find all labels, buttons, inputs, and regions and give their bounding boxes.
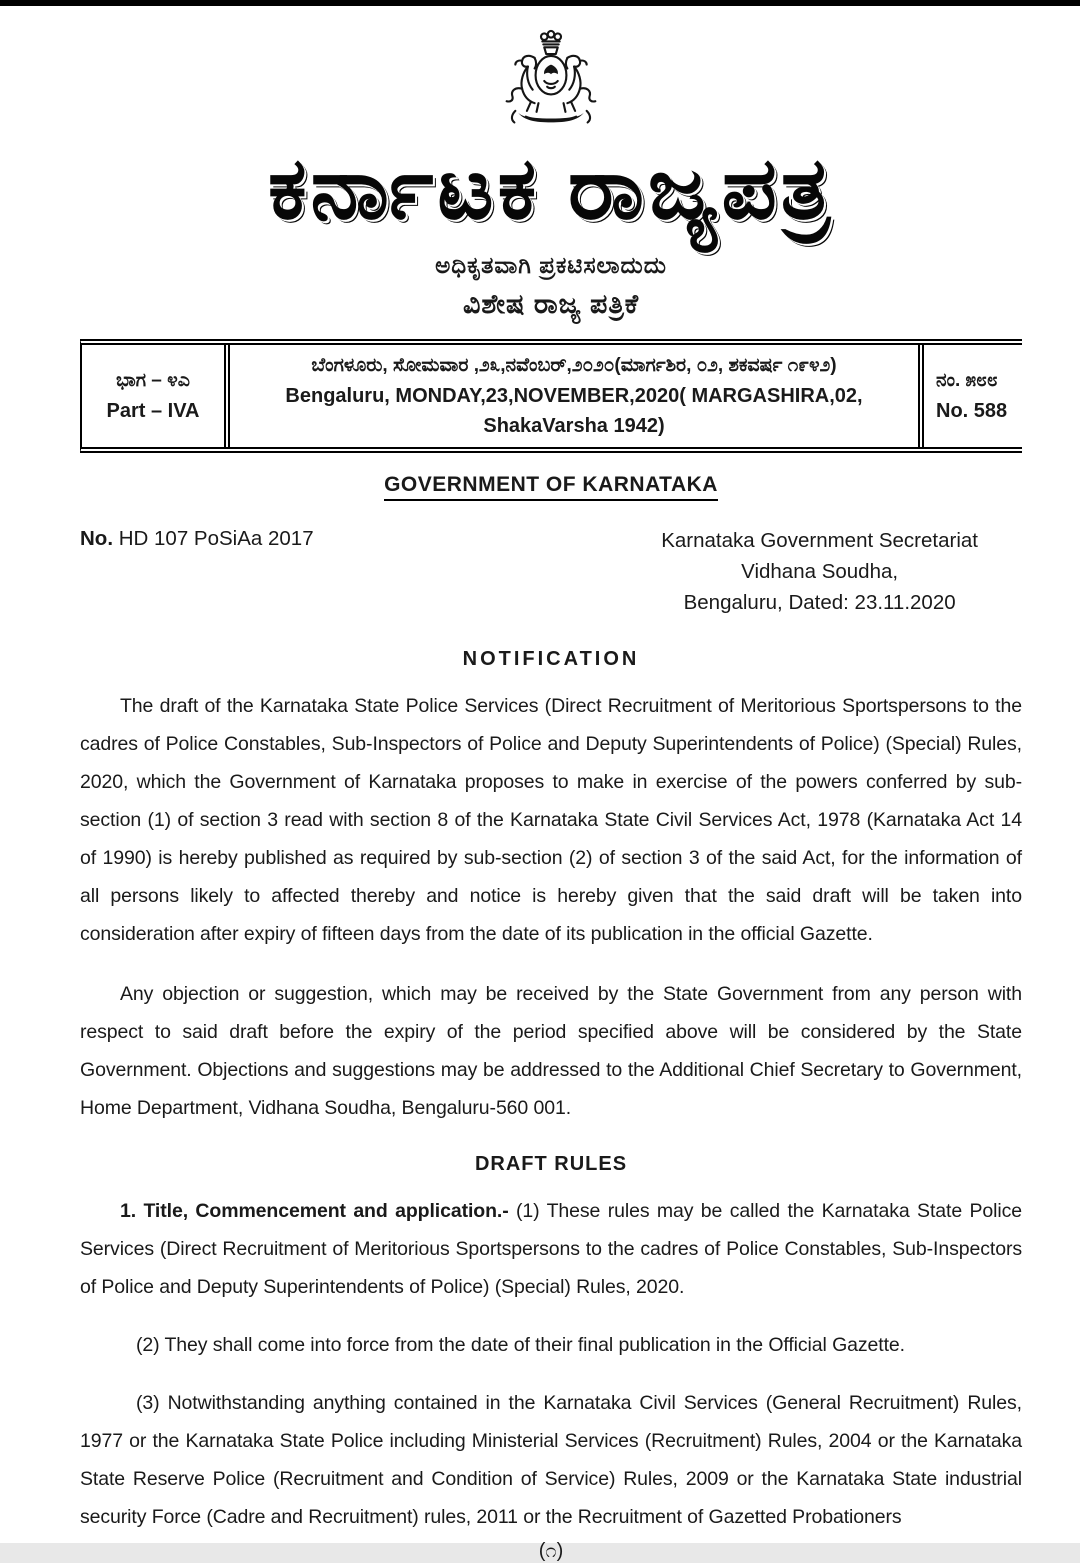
secretariat-address [661, 525, 978, 618]
dateline-kannada: ಬೆಂಗಳೂರು, ಸೋಮವಾರ ,೨೩,ನವೆಂಬರ್,೨೦೨೦(ಮಾರ್ಗಶಿರ, ೦೨, ಶಕವರ್ಷ ೧೯೪೨) [311, 355, 837, 377]
state-emblem-icon [483, 28, 619, 134]
part-cell [82, 345, 230, 447]
scan-edge-bar [0, 0, 1080, 6]
rule-1-text: (1) These rules may be called the Karnataka State Police Services (Direct Recruitment of Meritorious Sportspersons to the cadres of Police Constables, Sub-Inspectors of Police and Deputy Superintendents of Police) (Special) Rules, 2020. [80, 1200, 1022, 1299]
rule-1-paragraph [80, 1192, 1022, 1306]
draft-rules-heading: DRAFT RULES [474, 1153, 628, 1176]
issue-number-english: No. 588 [936, 400, 1008, 423]
part-label-kannada: ಭಾಗ – ೪ಎ [116, 370, 190, 392]
rule-1-subrule-2: (2) They shall come into force from the date of their final publication in the Official Gazette. [136, 1334, 905, 1357]
issue-number-kannada: ನಂ. ೫೮೮ [936, 370, 998, 392]
secretariat-line2: Vidhana Soudha, [741, 560, 899, 584]
reference-no-label: No. [80, 527, 114, 551]
secretariat-line1: Karnataka Government Secretariat [661, 529, 978, 553]
notification-paragraph-1: The draft of the Karnataka State Police Services (Direct Recruitment of Meritorious Sportspersons to the cadres of Police Constables, Sub-Inspectors of Police and Deputy Superintendents of Police) (Special) Rules, 2020, which the Government of Karnataka proposes to make in exercise of the powers conferred by sub-section (1) of section 3 read with section 8 of the Karnataka State Civil Services Act, 1978 (Karnataka Act 14 of 1990) is hereby published as required by sub-section (2) of section 3 of the said Act, for the information of all persons likely to affected thereby and notice is hereby given that the said draft will be taken into consideration after expiry of fifteen days from the date of its publication in the official Gazette. [80, 695, 1022, 946]
gazette-subtitle-special: ವಿಶೇಷ ರಾಜ್ಯ ಪತ್ರಿಕೆ [462, 289, 640, 320]
rule-1-subrule-3: (3) Notwithstanding anything contained in the Karnataka Civil Services (General Recruitment) Rules, 1977 or the Karnataka State Police including Ministerial Services (Recruitment) Rules, 2004 or the Karnataka State Reserve Police (Recruitment and Condition of Service) Rules, 2009 or the Karnataka State industrial security Force (Cadre and Recruitment) rules, 2011 or the Recruitment of Gazetted Probationers [80, 1392, 1022, 1529]
government-heading: GOVERNMENT OF KARNATAKA [384, 473, 718, 501]
reference-no-value: HD 107 PoSiAa 2017 [113, 527, 314, 551]
part-label-english: Part – IVA [106, 400, 200, 423]
issue-number-cell [918, 345, 1022, 447]
secretariat-line3: Bengaluru, Dated: 23.11.2020 [683, 591, 956, 615]
page-number: (೧) [538, 1540, 564, 1563]
reference-number [80, 525, 314, 618]
gazette-subtitle-official: ಅಧಿಕೃತವಾಗಿ ಪ್ರಕಟಿಸಲಾದುದು [435, 252, 667, 279]
dateline-cell [230, 345, 918, 447]
emblem-container [80, 28, 1022, 139]
gazette-title-kannada: ಕರ್ನಾಟಕ ರಾಜ್ಯಪತ್ರ [267, 141, 834, 237]
rule-1-lead: 1. Title, Commencement and application.- [120, 1200, 509, 1223]
issue-info-band [80, 339, 1022, 453]
reference-row [80, 525, 1022, 618]
government-heading-row [80, 473, 1022, 501]
notification-heading: NOTIFICATION [462, 648, 640, 671]
notification-paragraph-2: Any objection or suggestion, which may be received by the State Government from any person with respect to said draft before the expiry of the period specified above will be considered by the State Government. Objections and suggestions may be addressed to the Additional Chief Secretary to Government, Home Department, Vidhana Soudha, Bengaluru-560 001. [80, 983, 1022, 1120]
dateline-english: Bengaluru, MONDAY,23,NOVEMBER,2020( MARGASHIRA,02, ShakaVarsha 1942) [285, 385, 863, 438]
